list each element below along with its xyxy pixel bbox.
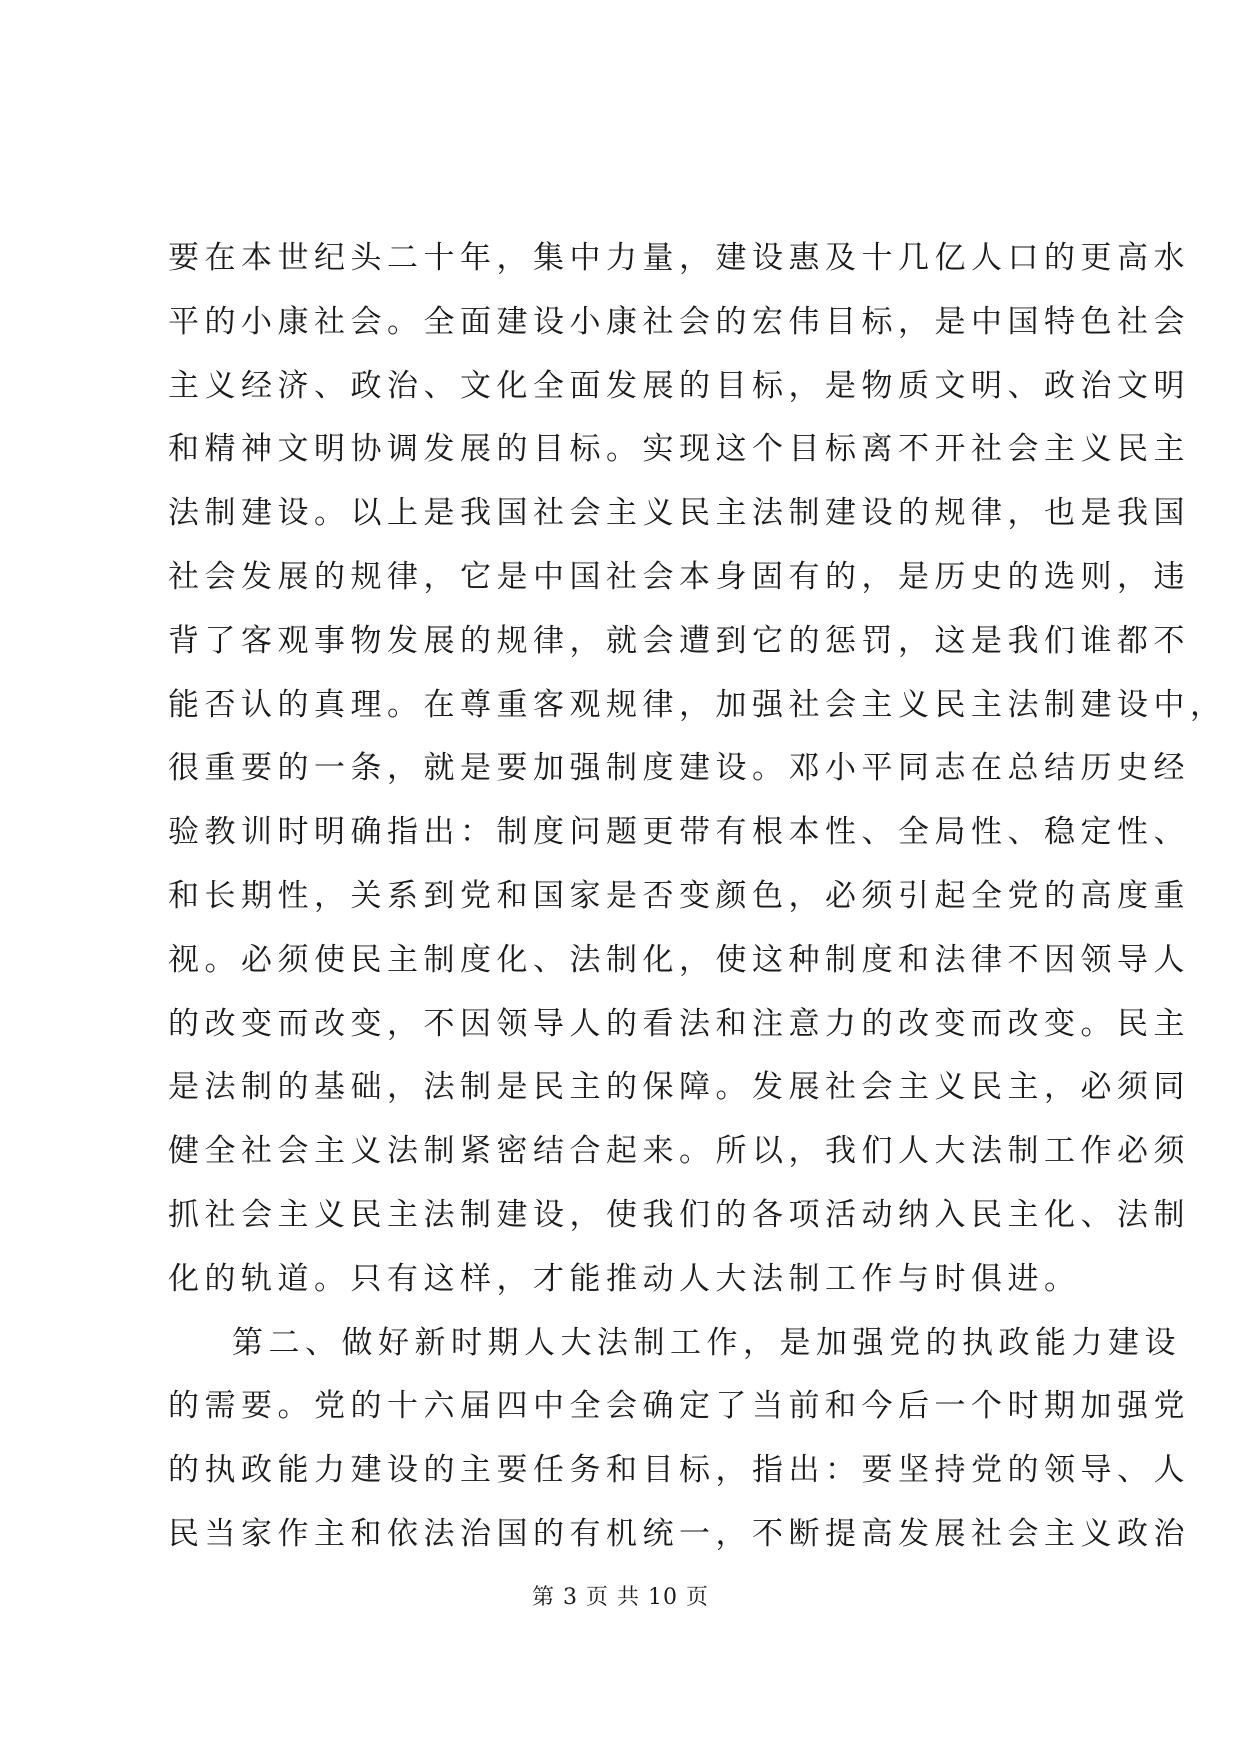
text-line: 验教训时明确指出：制度问题更带有根本性、全局性、稳定性、 — [168, 814, 1190, 851]
text-line: 是法制的基础，法制是民主的保障。发展社会主义民主，必须同 — [168, 1069, 1190, 1106]
text-line: 民当家作主和依法治国的有机统一，不断提高发展社会主义政治 — [168, 1515, 1190, 1552]
text-line: 社会发展的规律，它是中国社会本身固有的，是历史的选则，违 — [168, 558, 1190, 595]
page-number-footer: 第 3 页 共 10 页 — [532, 1585, 709, 1610]
text-line: 平的小康社会。全面建设小康社会的宏伟目标，是中国特色社会 — [168, 303, 1190, 340]
text-line: 的改变而改变，不因领导人的看法和注意力的改变而改变。民主 — [168, 1005, 1190, 1042]
body-text — [168, 227, 1227, 1567]
text-line: 和长期性，关系到党和国家是否变颜色，必须引起全党的高度重 — [168, 877, 1190, 914]
text-line: 主义经济、政治、文化全面发展的目标，是物质文明、政治文明 — [168, 367, 1190, 404]
text-line: 的执政能力建设的主要任务和目标，指出：要坚持党的领导、人 — [168, 1452, 1190, 1489]
text-line: 能否认的真理。在尊重客观规律，加强社会主义民主法制建设中， — [168, 686, 1227, 723]
text-line: 和精神文明协调发展的目标。实现这个目标离不开社会主义民主 — [168, 431, 1190, 468]
text-line: 要在本世纪头二十年，集中力量，建设惠及十几亿人口的更高水 — [168, 240, 1190, 276]
paragraph-start-line: 第二、做好新时期人大法制工作，是加强党的执政能力建设 — [232, 1324, 1181, 1361]
text-line: 法制建设。以上是我国社会主义民主法制建设的规律，也是我国 — [168, 495, 1190, 532]
text-line: 抓社会主义民主法制建设，使我们的各项活动纳入民主化、法制 — [168, 1196, 1190, 1233]
text-line: 化的轨道。只有这样，才能推动人大法制工作与时俱进。 — [168, 1260, 1081, 1297]
text-line: 视。必须使民主制度化、法制化，使这种制度和法律不因领导人 — [168, 941, 1190, 978]
text-line: 健全社会主义法制紧密结合起来。所以，我们人大法制工作必须 — [168, 1133, 1190, 1170]
text-line: 背了客观事物发展的规律，就会遭到它的惩罚，这是我们谁都不 — [168, 622, 1190, 659]
text-line: 很重要的一条，就是要加强制度建设。邓小平同志在总结历史经 — [168, 750, 1190, 787]
text-line: 的需要。党的十六届四中全会确定了当前和今后一个时期加强党 — [168, 1388, 1190, 1425]
